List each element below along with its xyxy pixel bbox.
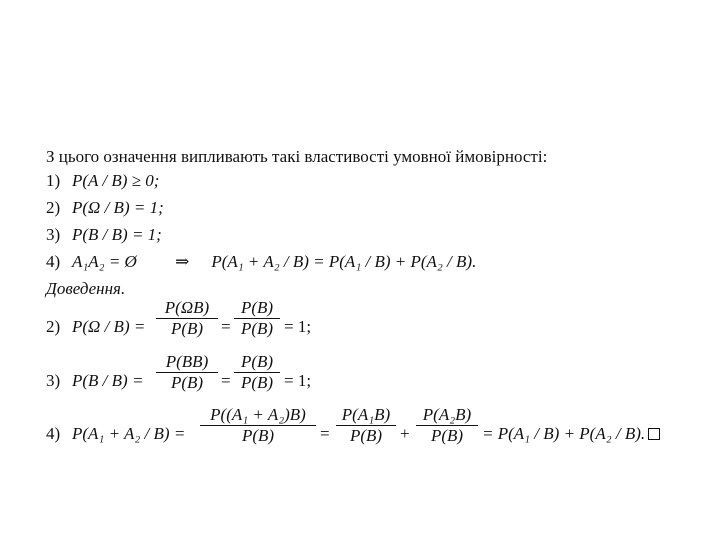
proof-number: 4) [46,424,61,443]
proof-3-lhs: P(B / B) = [72,371,144,390]
property-4-lhs: A₁A₂ = Ø [72,252,137,271]
fraction-denominator: P(B) [170,373,204,392]
fraction-numerator: P(A₂B) [416,405,478,426]
fraction-numerator: P(B) [234,352,280,373]
proof-2-fraction-2 [234,298,280,339]
proof-2 [46,317,145,337]
fraction-denominator: P(B) [349,426,383,445]
proof-number: 3) [46,371,61,390]
property-2 [46,198,164,218]
proof-2-lhs: P(Ω / B) = [72,317,146,336]
fraction-numerator: P(ΩB) [156,298,218,319]
property-3 [46,225,162,245]
fraction-denominator: P(B) [240,373,274,392]
fraction-numerator: P(A₁B) [336,405,396,426]
proof-4-tail [482,424,660,444]
proof-4-fraction-2 [336,405,396,446]
proof-2-tail: = 1; [284,317,312,336]
proof-label: Доведення. [46,279,126,298]
property-4 [46,252,476,272]
fraction-numerator: P((A₁ + A₂)B) [200,405,316,426]
property-formula: P(Ω / B) = 1; [72,198,164,217]
fraction-denominator: P(B) [240,319,274,338]
property-formula: P(B / B) = 1; [72,225,162,244]
proof-3-equals: = [221,371,231,390]
property-number: 4) [46,252,61,271]
proof-3-tail: = 1; [284,371,312,390]
proof-3-fraction-1 [156,352,218,393]
proof-2-equals: = [221,317,231,336]
proof-4-lhs: P(A₁ + A₂ / B) = [72,424,186,443]
fraction-denominator: P(B) [241,426,275,445]
proof-4-result: = P(A₁ / B) + P(A₂ / B). [482,424,646,443]
proof-4-plus: + [400,424,410,443]
property-number: 3) [46,225,61,244]
proof-number: 2) [46,317,61,336]
intro-text: З цього означення випливають такі властивості умовної ймовірності: [46,147,548,166]
proof-4-fraction-1 [200,405,316,446]
proof-4-equals: = [320,424,330,443]
proof-2-fraction-1 [156,298,218,339]
property-formula: P(A / B) ≥ 0; [72,171,160,190]
proof-3 [46,371,143,391]
end-of-proof-icon [648,428,660,440]
proof-4-fraction-3 [416,405,478,446]
property-number: 1) [46,171,61,190]
fraction-denominator: P(B) [170,319,204,338]
fraction-numerator: P(B) [234,298,280,319]
property-4-rhs: P(A₁ + A₂ / B) = P(A₁ / B) + P(A₂ / B). [211,252,477,271]
fraction-numerator: P(BB) [156,352,218,373]
property-1 [46,171,159,191]
proof-3-fraction-2 [234,352,280,393]
fraction-denominator: P(B) [430,426,464,445]
implies-arrow: ⇒ [175,252,190,271]
proof-4 [46,424,185,444]
property-number: 2) [46,198,61,217]
